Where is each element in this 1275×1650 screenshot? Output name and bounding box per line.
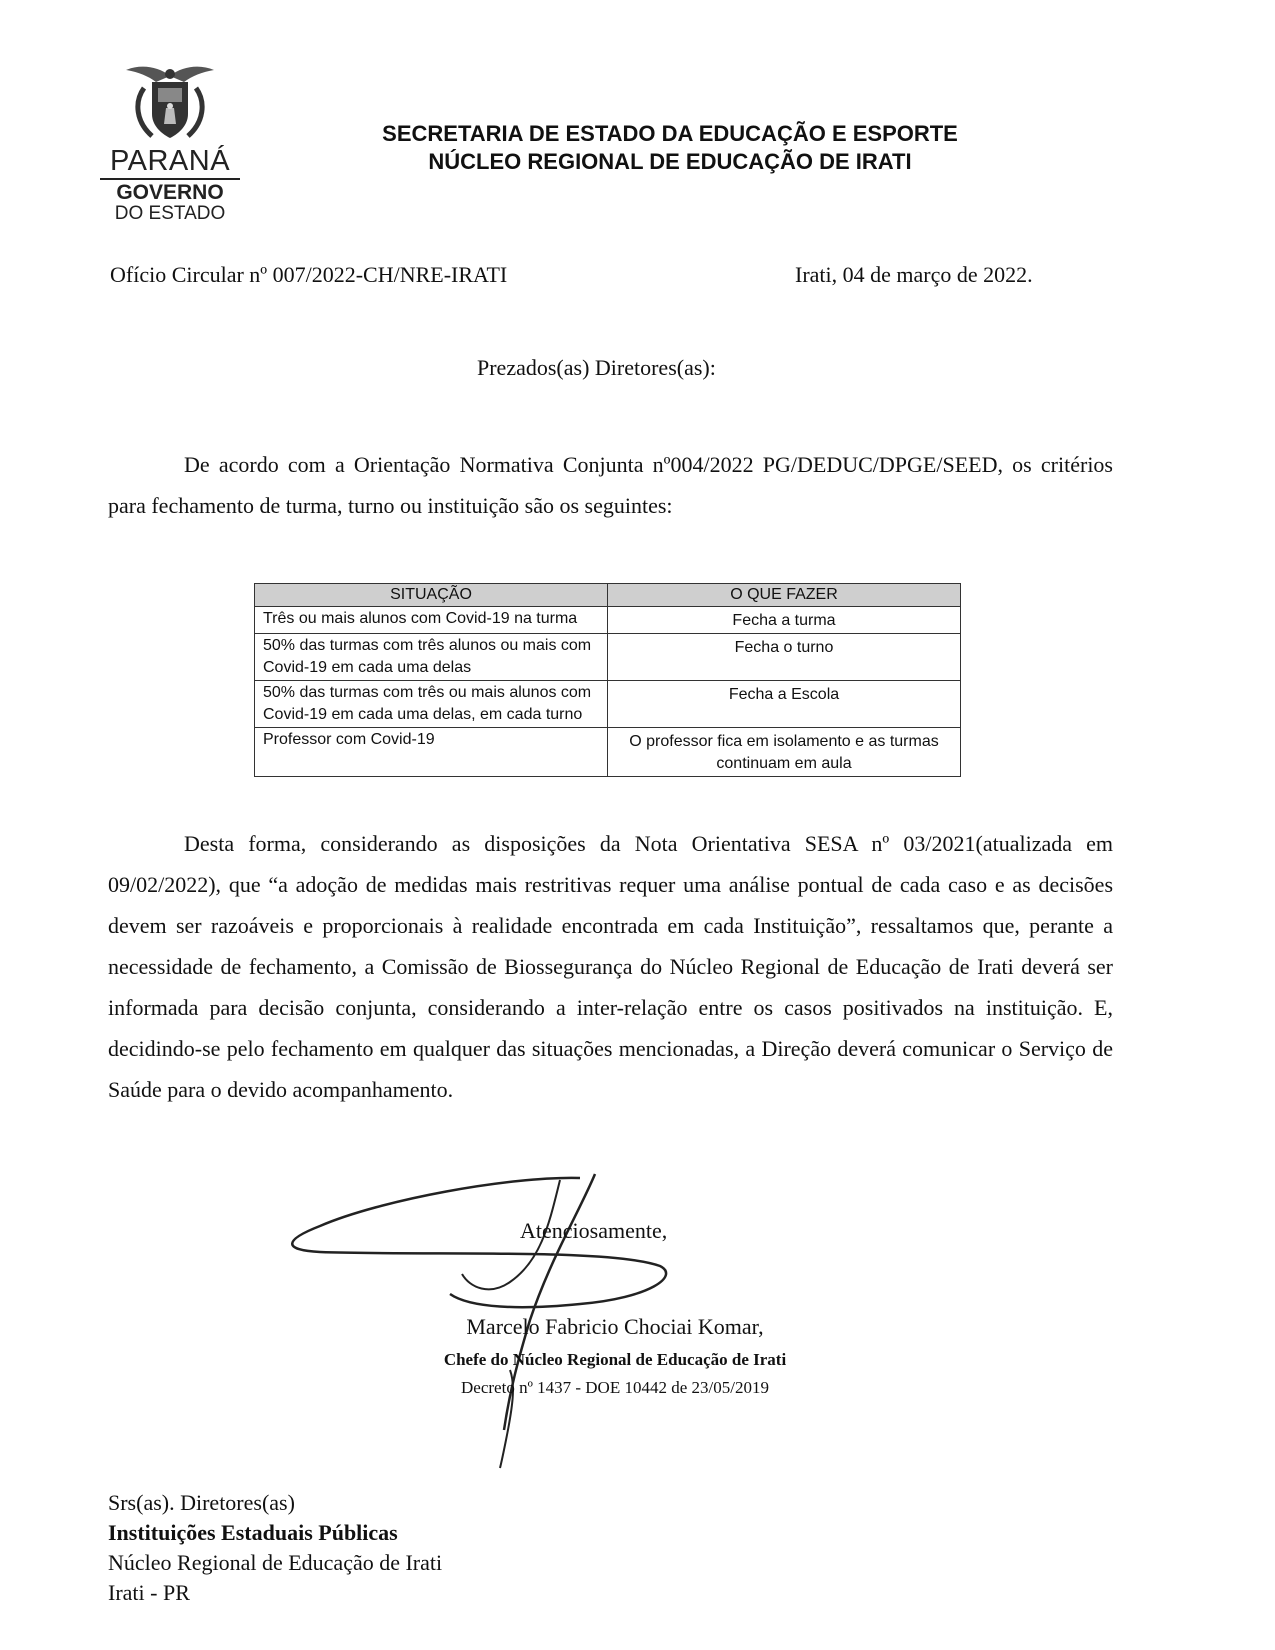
situation-cell: 50% das turmas com três alunos ou mais com Covid-19 em cada uma delas bbox=[255, 634, 608, 681]
header-situation: SITUAÇÃO bbox=[255, 584, 608, 607]
action-cell: O professor fica em isolamento e as turmas continuam em aula bbox=[608, 728, 961, 777]
document-header bbox=[330, 120, 1010, 176]
recipients-line-1: Srs(as). Diretores(as) bbox=[108, 1490, 295, 1515]
signer-title: Chefe do Núcleo Regional de Educação de Irati bbox=[443, 1350, 787, 1369]
header-line-2: NÚCLEO REGIONAL DE EDUCAÇÃO DE IRATI bbox=[428, 149, 912, 174]
table-row bbox=[255, 634, 961, 681]
recipients-line-2: Instituições Estaduais Públicas bbox=[108, 1520, 398, 1545]
closing: Atenciosamente, bbox=[520, 1218, 668, 1243]
situation-cell: Três ou mais alunos com Covid-19 na turma bbox=[255, 607, 608, 634]
criteria-table bbox=[254, 583, 961, 777]
recipients-line-3: Núcleo Regional de Educação de Irati bbox=[108, 1550, 443, 1575]
logo-government: GOVERNO bbox=[116, 181, 224, 204]
coat-of-arms-icon bbox=[122, 62, 218, 142]
paragraph-body: Desta forma, considerando as disposições da Nota Orientativa SESA nº 03/2021(atualizada em 09/02/2022), que “a adoção de medidas mais restritivas requer uma análise pontual de cada caso e as decisões devem ser razoáveis e proporcionais à realidade encontrada em cada Instituição”, ressaltamos que, perante a necessidade de fechamento, a Comissão de Biossegurança do Núcleo Regional de Educação de Irati deverá ser informada para decisão conjunta, considerando a inter-relação entre os casos positivados na instituição. E, decidindo-se pelo fechamento em qualquer das situações mencionadas, a Direção deverá comunicar o Serviço de Saúde para o devido acompanhamento. bbox=[108, 831, 1113, 1102]
recipients-line-4: Irati - PR bbox=[108, 1580, 190, 1605]
logo-of-state: DO ESTADO bbox=[114, 203, 226, 224]
header-action: O QUE FAZER bbox=[608, 584, 961, 607]
table-row bbox=[255, 728, 961, 777]
signer-decree: Decreto nº 1437 - DOE 10442 de 23/05/2019 bbox=[461, 1378, 769, 1397]
government-logo bbox=[100, 62, 240, 224]
action-cell: Fecha a turma bbox=[608, 607, 961, 634]
document-date: Irati, 04 de março de 2022. bbox=[795, 262, 1033, 287]
table-header-row bbox=[255, 584, 961, 607]
situation-cell: Professor com Covid-19 bbox=[255, 728, 608, 777]
paragraph-intro: De acordo com a Orientação Normativa Conjunta nº004/2022 PG/DEDUC/DPGE/SEED, os critérios para fechamento de turma, turno ou instituição são os seguintes: bbox=[108, 452, 1113, 518]
logo-state-name: PARANÁ bbox=[100, 146, 240, 180]
reference-number: Ofício Circular nº 007/2022-CH/NRE-IRATI bbox=[110, 262, 508, 287]
table-row bbox=[255, 681, 961, 728]
situation-cell: 50% das turmas com três ou mais alunos com Covid-19 em cada uma delas, em cada turno bbox=[255, 681, 608, 728]
recipients-block bbox=[108, 1488, 442, 1608]
salutation: Prezados(as) Diretores(as): bbox=[477, 355, 716, 380]
header-line-1: SECRETARIA DE ESTADO DA EDUCAÇÃO E ESPORTE bbox=[382, 121, 958, 146]
table-row bbox=[255, 607, 961, 634]
signer-name: Marcelo Fabricio Chociai Komar, bbox=[466, 1314, 764, 1339]
action-cell: Fecha o turno bbox=[608, 634, 961, 681]
action-cell: Fecha a Escola bbox=[608, 681, 961, 728]
